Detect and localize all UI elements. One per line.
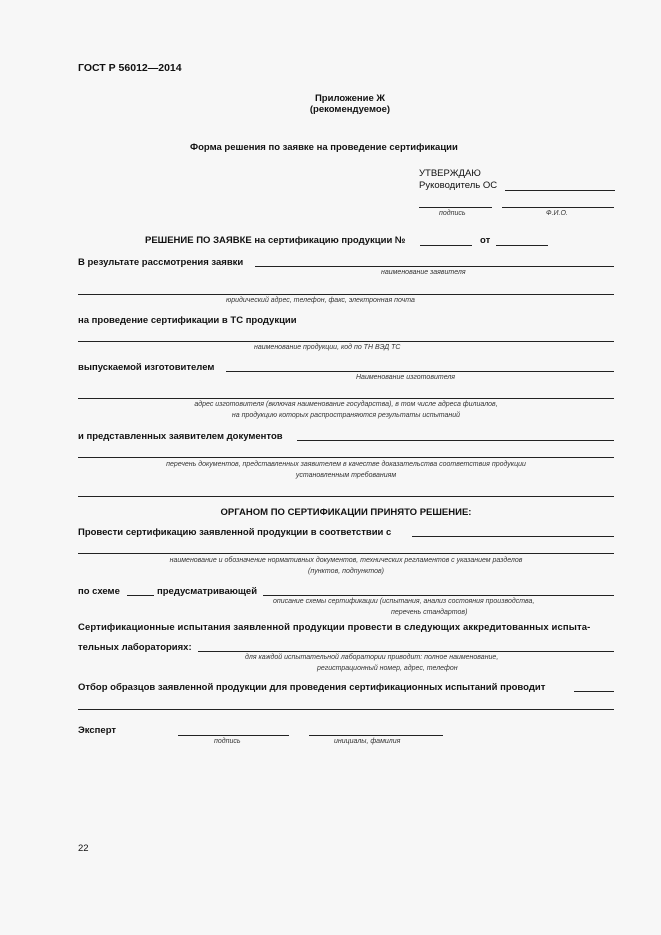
laboratories-field[interactable] [198,651,614,652]
applicant-field[interactable] [255,266,614,267]
applicant-caption: наименование заявителя [381,269,466,276]
tests-text-line-1: Сертификационные испытания заявленной продукции провести в следующих аккредитованных испыта- [78,622,591,633]
providing-label: предусматривающей [157,586,258,597]
manufacturer-label: выпускаемой изготовителем [78,362,215,373]
scheme-number-field[interactable] [127,595,154,596]
approve-name-field[interactable] [502,207,614,208]
tests-text-line-2: тельных лабораториях: [78,642,192,653]
documents-caption-1: перечень документов, представленных заявителем в качестве доказательства соответствия продукции [166,461,526,468]
scheme-caption-2: перечень стандартов) [391,609,468,616]
decision-title: РЕШЕНИЕ ПО ЗАЯВКЕ на сертификацию продукции № [145,235,406,246]
decision-number-field[interactable] [420,245,472,246]
manufacturer-caption: Наименование изготовителя [356,374,456,381]
certification-ts-label: на проведение сертификации в ТС продукции [78,315,297,326]
standard-number: ГОСТ Р 56012—2014 [78,62,182,74]
manufacturer-address-caption-2: на продукцию которых распространяются результаты испытаний [231,412,461,419]
approve-head-field[interactable] [505,190,615,191]
manufacturer-address-caption-1: адрес изготовителя (включая наименование государства), в том числе адреса филиалов, [194,401,498,408]
approve-label: УТВЕРЖДАЮ [419,168,481,179]
expert-label: Эксперт [78,725,117,736]
documents-field-2[interactable] [78,457,614,458]
decision-date-field[interactable] [496,245,548,246]
review-label: В результате рассмотрения заявки [78,257,244,268]
laboratories-caption-1: для каждой испытательной лаборатории приводит: полное наименование, [245,654,499,661]
normative-caption-2: (пунктов, подпунктов) [308,568,384,575]
sampling-field-2[interactable] [78,709,614,710]
manufacturer-field[interactable] [226,371,614,372]
sampling-label: Отбор образцов заявленной продукции для проведения сертификационных испытаний проводит [78,682,546,693]
expert-signature-caption: подпись [214,738,241,745]
form-title: Форма решения по заявке на проведение сертификации [190,142,458,153]
sampling-field[interactable] [574,691,614,692]
documents-field[interactable] [297,440,614,441]
scheme-description-field[interactable] [263,595,614,596]
applicant-address-field[interactable] [78,294,614,295]
documents-label: и представленных заявителем документов [78,431,283,442]
appendix-subtitle: (рекомендуемое) [309,104,391,115]
approve-signature-caption: подпись [439,210,466,217]
laboratories-caption-2: регистрационный номер, адрес, телефон [317,665,458,672]
scheme-caption-1: описание схемы сертификации (испытания, анализ состояния производства, [273,598,535,605]
decision-from-label: от [480,235,491,246]
documents-field-3[interactable] [78,496,614,497]
approve-head-label: Руководитель ОС [419,180,498,191]
product-field[interactable] [78,341,614,342]
applicant-address-caption: юридический адрес, телефон, факс, электронная почта [226,297,415,304]
body-decision-heading: ОРГАНОМ ПО СЕРТИФИКАЦИИ ПРИНЯТО РЕШЕНИЕ: [220,507,472,518]
expert-name-caption: инициалы, фамилия [334,738,401,745]
scheme-label: по схеме [78,586,120,597]
normative-caption-1: наименование и обозначение нормативных документов, технических регламентов с указанием разделов [169,557,523,564]
manufacturer-address-field[interactable] [78,398,614,399]
documents-caption-2: установленным требованиям [295,472,397,479]
approve-signature-field[interactable] [419,207,492,208]
product-caption: наименование продукции, код по ТН ВЭД ТС [254,344,401,351]
normative-field-2[interactable] [78,553,614,554]
appendix-title: Приложение Ж [314,93,386,104]
approve-name-caption: Ф.И.О. [546,210,568,217]
normative-field[interactable] [412,536,614,537]
expert-signature-field[interactable] [178,735,289,736]
expert-name-field[interactable] [309,735,443,736]
page-number: 22 [78,843,89,854]
conduct-label: Провести сертификацию заявленной продукции в соответствии с [78,527,392,538]
